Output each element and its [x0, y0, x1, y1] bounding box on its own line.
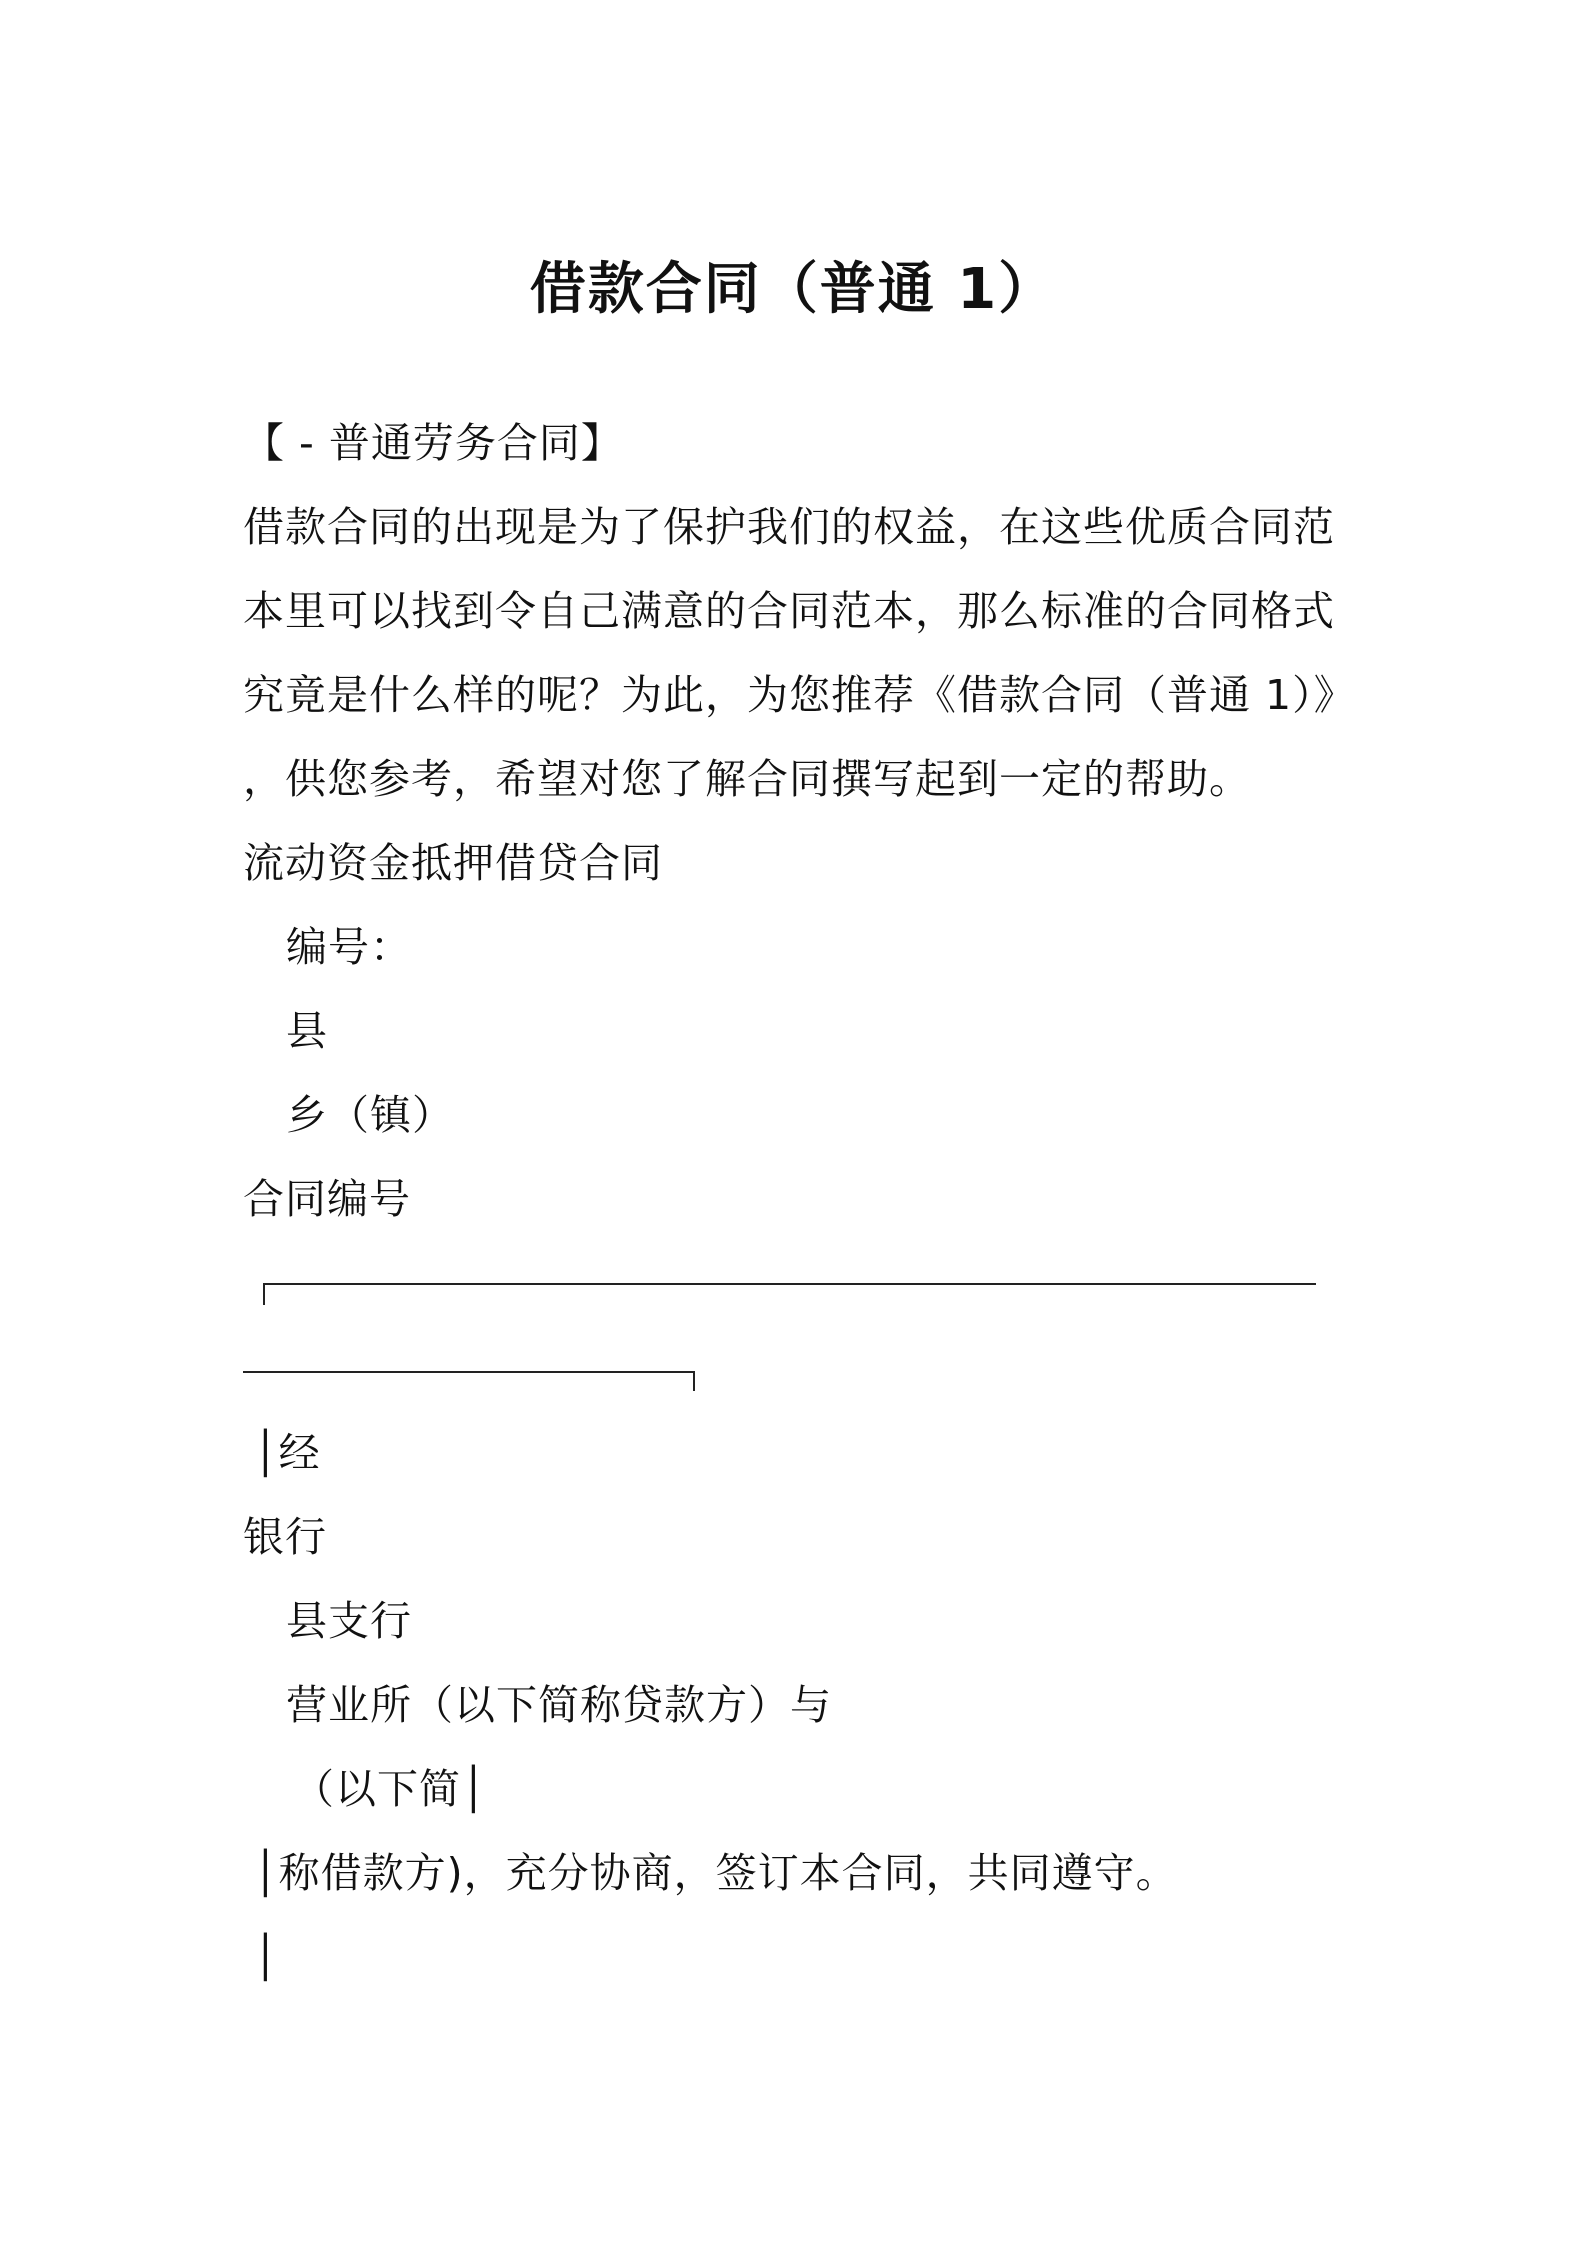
- county-branch-label: 县支行: [286, 1597, 412, 1645]
- intro-line-3: 究竟是什么样的呢？为此，为您推荐《借款合同（普通 1）》: [243, 671, 1356, 719]
- contract-name: 流动资金抵押借贷合同: [243, 839, 663, 887]
- box-top-rule: [263, 1283, 1316, 1285]
- intro-line-1: 借款合同的出现是为了保护我们的权益，在这些优质合同范: [243, 503, 1335, 551]
- bank-label: 银行: [243, 1513, 327, 1561]
- borrower-clause: │称借款方)，充分协商，签订本合同，共同遵守。: [253, 1849, 1178, 1897]
- number-label: 编号：: [286, 923, 412, 971]
- office-label: 营业所（以下简称贷款方）与: [286, 1681, 832, 1729]
- jing-label: │经: [253, 1429, 321, 1477]
- short-name-label: （以下简│: [293, 1765, 487, 1813]
- intro-line-2: 本里可以找到令自己满意的合同范本，那么标准的合同格式: [243, 587, 1335, 635]
- document-title: 借款合同（普通 1）: [529, 257, 1057, 322]
- box-corner-top-left: [263, 1283, 265, 1305]
- document-subtitle: 【 - 普通劳务合同】: [243, 419, 623, 467]
- intro-line-4: ，供您参考，希望对您了解合同撰写起到一定的帮助。: [243, 755, 1251, 803]
- box-corner-right: [693, 1371, 695, 1391]
- trailing-bar: │: [253, 1933, 279, 1981]
- township-label: 乡（镇）: [286, 1091, 454, 1139]
- box-second-rule: [243, 1371, 695, 1373]
- county-label: 县: [286, 1007, 328, 1055]
- contract-number-label: 合同编号: [243, 1175, 411, 1223]
